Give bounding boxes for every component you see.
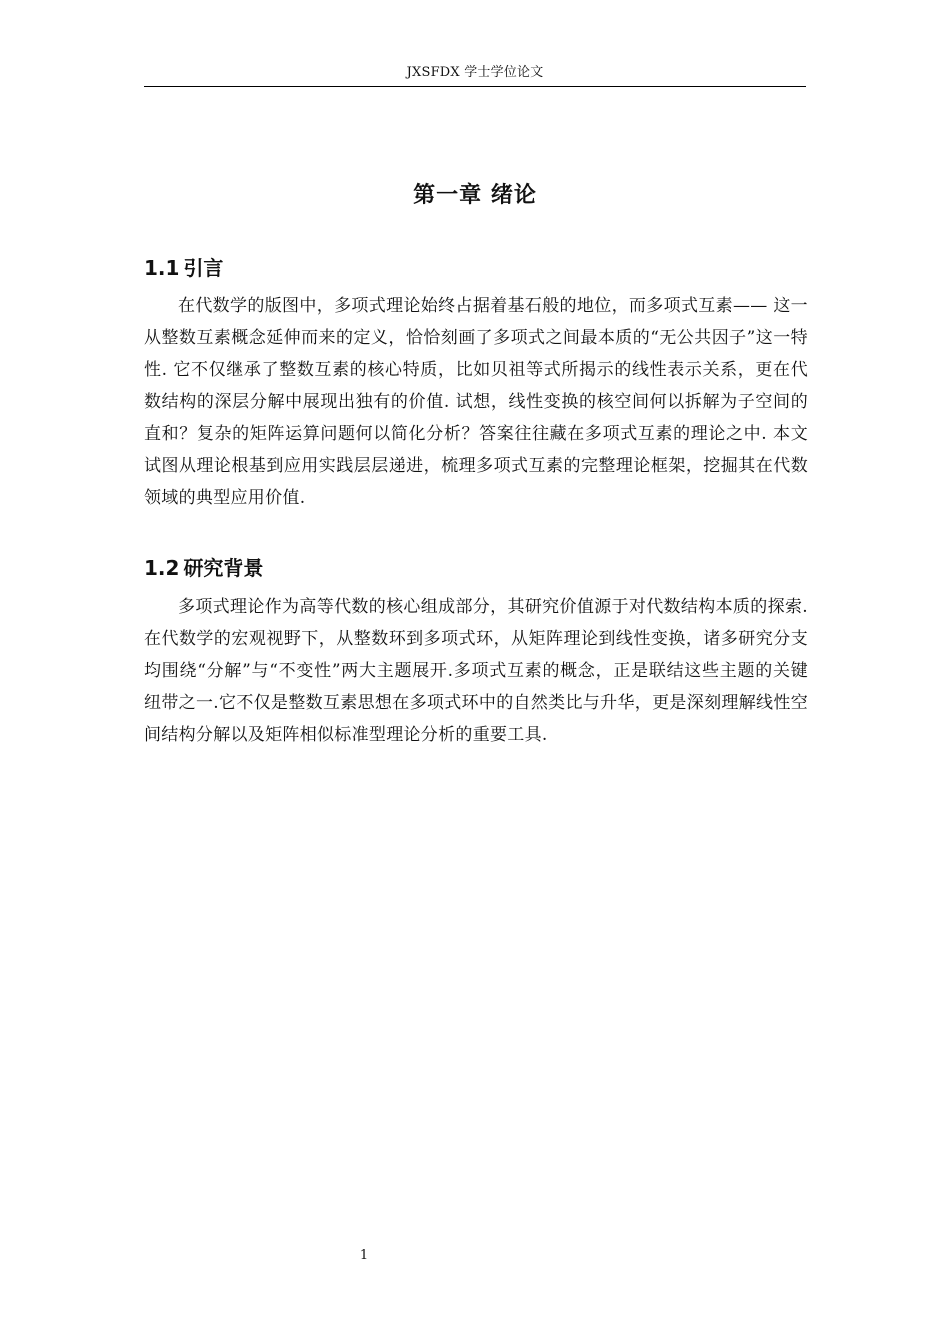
section-number: 1.1 (144, 256, 180, 280)
section-title: 研究背景 (183, 556, 264, 580)
running-header: JXSFDX 学士学位论文 (406, 65, 544, 80)
section-heading-introduction (144, 254, 806, 282)
section-number: 1.2 (144, 556, 180, 580)
section-title: 引言 (183, 256, 224, 280)
chapter-title: 第一章 绪论 (413, 183, 537, 208)
section-paragraph-introduction: 在代数学的版图中，多项式理论始终占据着基石般的地位，而多项式互素—— 这一从整数互素概念延伸而来的定义，恰恰刻画了多项式之间最本质的“无公共因子”这一特性. 它不仅继承了整数互素的核心特质，比如贝祖等式所揭示的线性表示关系，更在代数结构的深层分解中展现出独有的价值. 试想，线性变换的核空间何以拆解为子空间的直和？复杂的矩阵运算问题何以简化分析？答案往往藏在多项式互素的理论之中. 本文试图从理论根基到应用实践层层递进，梳理多项式互素的完整理论框架，挖掘其在代数领域的典型应用价值. (144, 296, 808, 508)
section-paragraph-background: 多项式理论作为高等代数的核心组成部分，其研究价值源于对代数结构本质的探索.在代数学的宏观视野下，从整数环到多项式环，从矩阵理论到线性变换，诸多研究分支均围绕“分解”与“不变性”两大主题展开.多项式互素的概念，正是联结这些主题的关键纽带之一.它不仅是整数互素思想在多项式环中的自然类比与升华，更是深刻理解线性空间结构分解以及矩阵相似标准型理论分析的重要工具. (144, 597, 808, 745)
header-rule (144, 86, 806, 87)
section-heading-background (144, 554, 806, 582)
page-number: 1 (359, 1248, 369, 1263)
